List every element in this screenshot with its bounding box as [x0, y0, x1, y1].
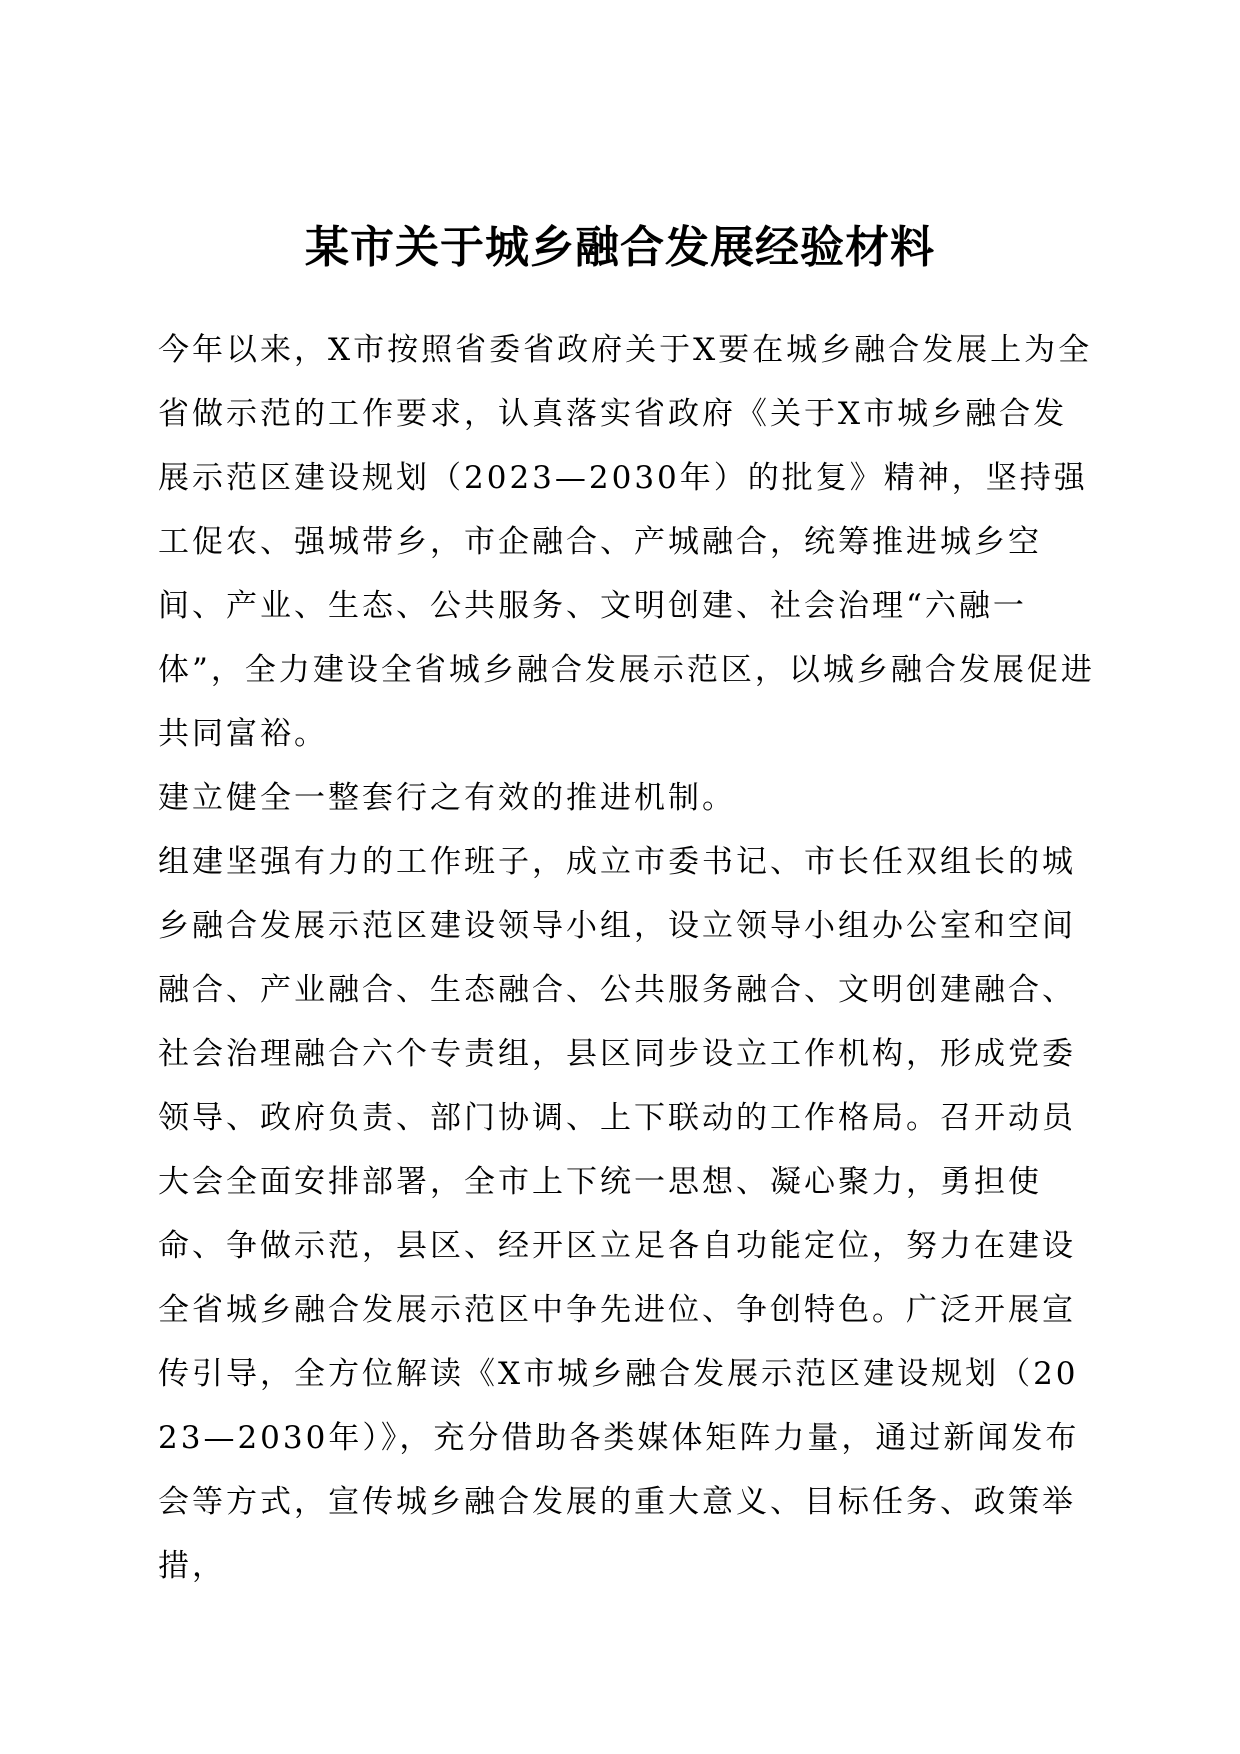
paragraph-working-team: 组建坚强有力的工作班子，成立市委书记、市长任双组长的城乡融合发展示范区建设领导小组，设立领导小组办公室和空间融合、产业融合、生态融合、公共服务融合、文明创建融合、社会治理融合六个专责组，县区同步设立工作机构，形成党委领导、政府负责、部门协调、上下联动的工作格局。召开动员大会全面安排部署，全市上下统一思想、凝心聚力，勇担使命、争做示范，县区、经开区立足各自功能定位，努力在建设全省城乡融合发展示范区中争先进位、争创特色。广泛开展宣传引导，全方位解读《X市城乡融合发展示范区建设规划（2023—2030年）》，充分借助各类媒体矩阵力量，通过新闻发布会等方式，宣传城乡融合发展的重大意义、目标任务、政策举措， [158, 844, 1080, 1584]
document-body [158, 318, 1098, 1598]
paragraph-heading-mechanism: 建立健全一整套行之有效的推进机制。 [158, 780, 736, 816]
paragraph-intro: 今年以来，X市按照省委省政府关于X要在城乡融合发展上为全省做示范的工作要求，认真落实省政府《关于X市城乡融合发展示范区建设规划（2023—2030年）的批复》精神，坚持强工促农、强城带乡，市企融合、产城融合，统筹推进城乡空间、产业、生态、公共服务、文明创建、社会治理“六融一体”，全力建设全省城乡融合发展示范区，以城乡融合发展促进共同富裕。 [158, 332, 1095, 752]
document-title: 某市关于城乡融合发展经验材料 [305, 222, 935, 273]
